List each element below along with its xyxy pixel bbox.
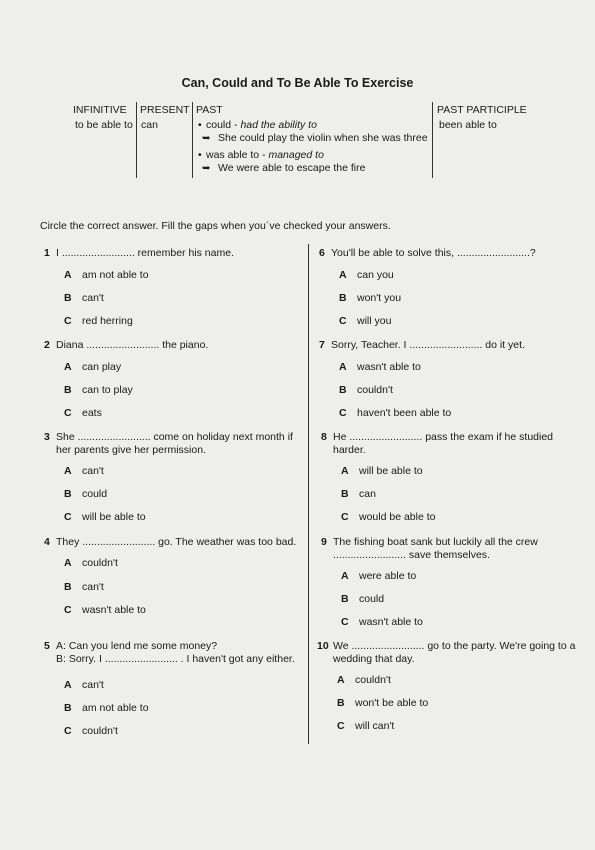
option-text: eats [82, 407, 102, 419]
header-infinitive: INFINITIVE [73, 104, 127, 116]
answer-option-a[interactable] [64, 465, 284, 479]
question-stem: I ......................... remember his name. [56, 247, 234, 259]
option-text: will be able to [359, 465, 423, 477]
option-text: couldn't [82, 725, 118, 737]
option-letter: B [337, 697, 345, 709]
option-letter: C [341, 511, 349, 523]
table-divider [192, 102, 193, 178]
answer-option-c[interactable] [339, 315, 559, 329]
option-letter: C [64, 315, 72, 327]
option-letter: B [339, 292, 347, 304]
answer-option-c[interactable] [64, 511, 284, 525]
bullet-icon: • [198, 149, 202, 161]
option-letter: A [341, 570, 349, 582]
option-text: wasn't able to [82, 604, 146, 616]
option-text: can't [82, 679, 104, 691]
answer-option-b[interactable] [64, 384, 284, 398]
option-letter: A [339, 361, 347, 373]
question-stem: Sorry, Teacher. I ......................... do it yet. [331, 339, 525, 351]
option-text: wasn't able to [359, 616, 423, 628]
option-text: can play [82, 361, 122, 373]
option-text: can to play [82, 384, 133, 396]
option-letter: B [341, 488, 349, 500]
question-stem: Diana ......................... the piano. [56, 339, 209, 351]
answer-option-c[interactable] [337, 720, 557, 734]
answer-option-a[interactable] [341, 465, 561, 479]
question-number: 9 [321, 536, 327, 548]
option-text: couldn't [82, 557, 118, 569]
option-letter: A [64, 557, 72, 569]
option-letter: A [341, 465, 349, 477]
option-text: am not able to [82, 702, 149, 714]
question-number: 3 [44, 431, 50, 443]
question-number: 4 [44, 536, 50, 548]
answer-option-b[interactable] [339, 384, 559, 398]
option-text: could [82, 488, 108, 500]
option-text: wasn't able to [357, 361, 421, 373]
option-letter: B [339, 384, 347, 396]
question-number: 10 [317, 640, 329, 652]
past-example-could: ➥ She could play the violin when she was three [202, 132, 428, 144]
answer-option-b[interactable] [341, 488, 561, 502]
past-example-was-able: ➥ We were able to escape the fire [202, 162, 366, 174]
option-text: can you [357, 269, 394, 281]
option-letter: C [64, 511, 72, 523]
table-divider [432, 102, 433, 178]
option-text: can't [82, 465, 104, 477]
infinitive-value: to be able to [75, 119, 133, 131]
option-text: could [359, 593, 385, 605]
answer-option-a[interactable] [64, 361, 284, 375]
option-text: will you [357, 315, 392, 327]
answer-option-a[interactable] [337, 674, 557, 688]
answer-option-c[interactable] [64, 604, 284, 618]
answer-option-b[interactable] [339, 292, 559, 306]
answer-option-c[interactable] [339, 407, 559, 421]
option-letter: B [64, 581, 72, 593]
answer-option-a[interactable] [64, 679, 284, 693]
header-present: PRESENT [140, 104, 190, 116]
option-letter: C [341, 616, 349, 628]
column-divider [308, 244, 309, 744]
arrow-icon: ➥ [202, 133, 211, 144]
option-letter: B [64, 488, 72, 500]
answer-option-c[interactable] [64, 407, 284, 421]
answer-option-b[interactable] [64, 292, 284, 306]
option-text: couldn't [355, 674, 391, 686]
page-title: Can, Could and To Be Able To Exercise [181, 76, 414, 90]
question-stem: She ......................... come on holiday next month if her parents give her permission. [56, 431, 293, 456]
option-text: can't [82, 581, 104, 593]
question-stem: We ......................... go to the party. We're going to a wedding that day. [333, 640, 576, 665]
option-text: can [359, 488, 376, 500]
option-letter: C [64, 407, 72, 419]
answer-option-c[interactable] [64, 315, 284, 329]
header-past-participle: PAST PARTICIPLE [437, 104, 527, 116]
option-letter: A [64, 679, 72, 691]
option-letter: B [64, 292, 72, 304]
past-item-was-able: • was able to - managed to [198, 149, 324, 161]
past-item-could: • could - had the ability to [198, 119, 317, 131]
option-letter: C [64, 604, 72, 616]
option-text: red herring [82, 315, 133, 327]
answer-option-c[interactable] [341, 616, 561, 630]
option-letter: A [64, 465, 72, 477]
question-number: 8 [321, 431, 327, 443]
question-number: 2 [44, 339, 50, 351]
option-letter: B [64, 384, 72, 396]
question-stem: They ......................... go. The weather was too bad. [56, 536, 297, 548]
answer-option-a[interactable] [64, 557, 284, 571]
instructions: Circle the correct answer. Fill the gaps when you´ve checked your answers. [40, 220, 391, 232]
option-letter: A [337, 674, 345, 686]
answer-option-a[interactable] [339, 361, 559, 375]
answer-option-c[interactable] [64, 725, 284, 739]
answer-option-a[interactable] [339, 269, 559, 283]
question-number: 5 [44, 640, 50, 652]
option-text: will be able to [82, 511, 146, 523]
option-letter: C [339, 407, 347, 419]
question-stem: He ......................... pass the exam if he studied harder. [333, 431, 554, 456]
option-letter: A [64, 361, 72, 373]
header-past: PAST [196, 104, 223, 116]
option-text: were able to [359, 570, 417, 582]
option-letter: B [341, 593, 349, 605]
answer-option-a[interactable] [341, 570, 561, 584]
option-text: can't [82, 292, 104, 304]
answer-option-b[interactable] [64, 488, 284, 502]
option-letter: A [64, 269, 72, 281]
question-number: 1 [44, 247, 50, 259]
option-text: will can't [355, 720, 395, 732]
answer-option-b[interactable] [64, 702, 284, 716]
option-text: would be able to [359, 511, 436, 523]
option-text: won't be able to [355, 697, 429, 709]
question-stem: You'll be able to solve this, .........................? [331, 247, 536, 259]
option-letter: C [64, 725, 72, 737]
question-stem: A: Can you lend me some money? B: Sorry. I ......................... . I haven't got any either. [56, 640, 295, 665]
option-letter: C [339, 315, 347, 327]
option-letter: B [64, 702, 72, 714]
answer-option-b[interactable] [341, 593, 561, 607]
arrow-icon: ➥ [202, 163, 211, 174]
question-number: 6 [319, 247, 325, 259]
answer-option-b[interactable] [337, 697, 557, 711]
present-value: can [141, 119, 158, 131]
question-stem: The fishing boat sank but luckily all the crew ......................... save themselves. [333, 536, 538, 561]
answer-option-c[interactable] [341, 511, 561, 525]
option-letter: A [339, 269, 347, 281]
table-divider [136, 102, 137, 178]
bullet-icon: • [198, 119, 202, 131]
answer-option-b[interactable] [64, 581, 284, 595]
question-number: 7 [319, 339, 325, 351]
option-text: am not able to [82, 269, 149, 281]
option-text: haven't been able to [357, 407, 452, 419]
past-participle-value: been able to [439, 119, 497, 131]
option-text: won't you [357, 292, 402, 304]
answer-option-a[interactable] [64, 269, 284, 283]
option-text: couldn't [357, 384, 393, 396]
option-letter: C [337, 720, 345, 732]
